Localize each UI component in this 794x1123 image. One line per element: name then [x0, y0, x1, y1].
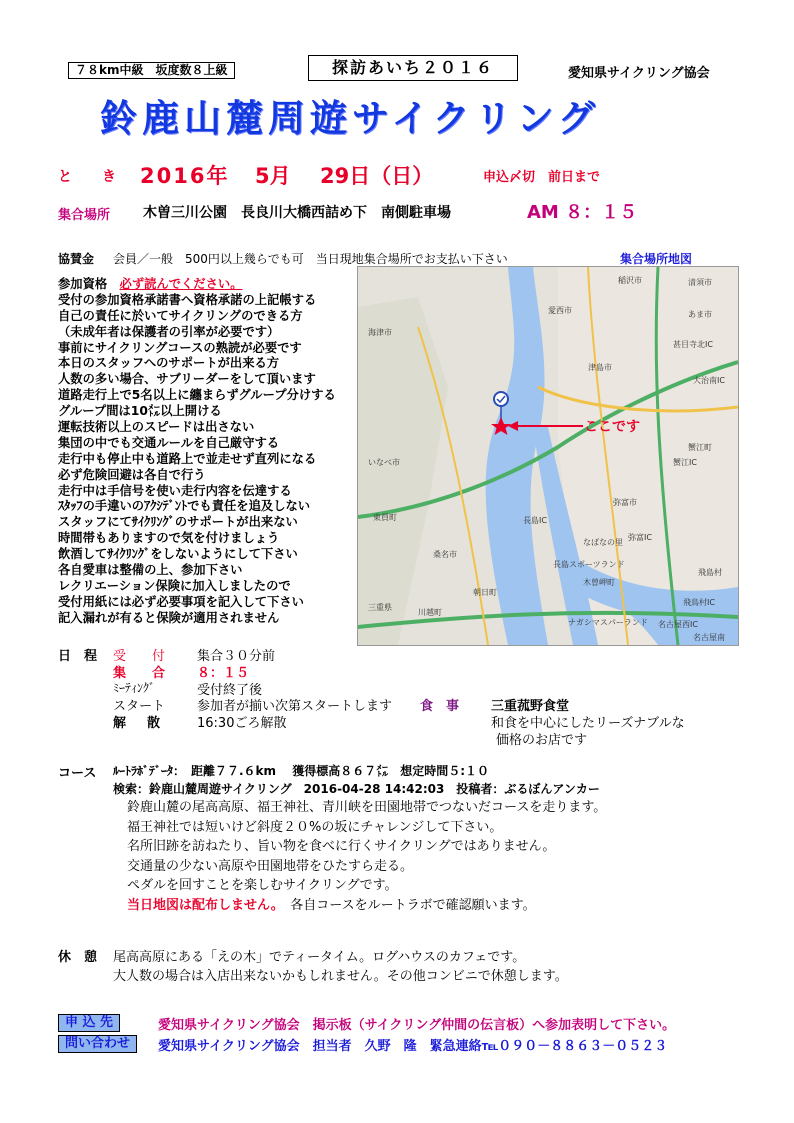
- list-item: 当日地図は配布しません。 各自コースをルートラボで確認願います。: [127, 897, 536, 913]
- schedule-value: 集合３０分前: [197, 649, 276, 664]
- meal-label: 食 事: [420, 699, 460, 714]
- schedule-value: 16:30ごろ解散: [197, 716, 287, 731]
- map-place: いなべ市: [368, 458, 400, 467]
- requirements: [58, 277, 358, 627]
- list-item: グループ間は10㍍以上開ける: [58, 404, 222, 419]
- fee-label: 協賛金: [58, 252, 95, 266]
- map-place: 三重県: [368, 603, 392, 612]
- list-item: 道路走行上で5名以上に纏まらずグループ分けする: [58, 388, 336, 403]
- org-name: 愛知県サイクリング協会: [568, 66, 710, 81]
- map-place: 長島スポーツランド: [553, 560, 625, 569]
- date-label: と き: [58, 169, 124, 185]
- schedule-key: ﾐｰﾃｨﾝｸﾞ: [113, 681, 156, 695]
- map-place: なばなの里: [583, 538, 623, 547]
- meeting-time: AM ８：１５: [527, 202, 638, 223]
- list-item: 走行中は手信号を使い走行内容を伝達する: [58, 483, 292, 498]
- map-place: 木曽岬町: [583, 578, 615, 587]
- map-place: 大治南IC: [693, 376, 725, 385]
- map-graphic: [358, 267, 738, 645]
- deadline: 申込〆切 前日まで: [483, 170, 601, 185]
- contact-label: 問い合わせ: [58, 1035, 137, 1053]
- meeting-place: 木曽三川公園 長良川大橋西詰め下 南側駐車場: [143, 205, 451, 221]
- routelab-search: 検索：鈴鹿山麓周遊サイクリング 2016-04-28 14:42:03 投稿者：ぶるぼんアンカー: [113, 782, 600, 796]
- list-item: 運転技術以上のスピードは出さない: [58, 420, 255, 435]
- routelab-data: ﾙｰﾄﾗﾎﾞﾃﾞｰﾀ： 距離７７.６km 獲得標高８６７㍍ 想定時間５:１０: [113, 764, 490, 778]
- list-item: レクリエーション保険に加入しましたので: [58, 578, 291, 593]
- rest-line: 大人数の場合は入店出来ないかもしれません。その他コンビニで休憩します。: [113, 969, 568, 984]
- map-place: 朝日町: [473, 588, 497, 597]
- map-callout: ここです: [584, 419, 640, 435]
- schedule-key: 集 合: [113, 666, 166, 681]
- list-item: （未成年者は保護者の引率が必要です）: [58, 324, 280, 339]
- list-item: 各自愛車は整備の上、参加下さい: [58, 563, 243, 578]
- list-item: 集団の中でも交通ルールを自己厳守する: [58, 435, 280, 450]
- schedule-label: 日 程: [58, 649, 98, 664]
- list-item: 受付の参加資格承諾書へ資格承諾の上記帳する: [58, 292, 317, 307]
- map-place: 長島IC: [523, 516, 547, 525]
- fee-text: 会員／一般 500円以上幾らでも可 当日現地集合場所でお支払い下さい: [113, 252, 508, 266]
- grade-badge: ７８km中級 坂度数８上級: [68, 62, 235, 79]
- list-item: 飲酒してｻｲｸﾘﾝｸﾞをしないようにして下さい: [58, 547, 298, 562]
- rest-line: 尾高高原にある「えの木」でティータイム。ログハウスのカフェです。: [113, 950, 526, 965]
- schedule-value: ８：１５: [197, 666, 250, 681]
- list-item: 福王神社では短いけど斜度２０%の坂にチャレンジして下さい。: [127, 819, 503, 835]
- list-item: 自己の責任に於いてサイクリングのできる方: [58, 308, 303, 323]
- map-place: 桑名市: [433, 550, 457, 559]
- map-place: 稲沢市: [618, 276, 642, 285]
- date-year: 2016年: [140, 164, 230, 188]
- schedule-key: 解 散: [113, 716, 165, 731]
- list-item: ｽﾀｯﾌの手違いのｱｸｼﾃﾞﾝﾄでも責任を追及しない: [58, 499, 311, 514]
- list-item: 受付用紙には必ず必要事項を記入して下さい: [58, 594, 304, 609]
- meeting-label: 集合場所: [58, 208, 111, 223]
- list-item: 時間帯もありますので気を付けましょう: [58, 531, 280, 546]
- apply-text: 愛知県サイクリング協会 掲示板（サイクリング仲間の伝言板）へ参加表明して下さい。: [158, 1018, 676, 1033]
- map-place: 津島市: [588, 363, 612, 372]
- map-place: あま市: [688, 310, 712, 319]
- map-place: 蟹江IC: [673, 458, 697, 467]
- contact-text: 愛知県サイクリング協会 担当者 久野 隆 緊急連絡℡０９０－８８６３－０５２３: [158, 1039, 668, 1054]
- map-place: 愛西市: [548, 306, 572, 315]
- map-place: 海津市: [368, 328, 392, 337]
- map-place: 名古屋南: [693, 633, 725, 642]
- map-place: 弥富IC: [628, 533, 652, 542]
- meal-desc: 和食を中心にしたリーズナブルな: [491, 716, 685, 731]
- meal-desc: 価格のお店です: [496, 733, 588, 748]
- meeting-map[interactable]: [357, 266, 739, 646]
- list-item: 記入漏れが有ると保険が適用されません: [58, 610, 280, 625]
- map-place: ナガシマスパーランド: [568, 618, 648, 627]
- map-place: 蟹江町: [688, 443, 712, 452]
- list-item: 鈴鹿山麓の尾高高原、福王神社、青川峡を田園地帯でつないだコースを走ります。: [127, 800, 607, 815]
- list-item: 走行中も停止中も道路上で並走せず直列になる: [58, 451, 317, 466]
- schedule-key: 受 付: [113, 649, 166, 664]
- list-item: ペダルを回すことを楽しむサイクリングです。: [127, 878, 398, 894]
- map-place: 名古屋西IC: [658, 620, 698, 629]
- map-place: 弥富市: [613, 498, 637, 507]
- map-place: 清須市: [688, 278, 712, 287]
- list-item: 本日のスタッフへのサポートが出来る方: [58, 356, 280, 371]
- course-description: [127, 798, 606, 916]
- schedule-value: 参加者が揃い次第スタートします: [197, 699, 393, 714]
- map-place: 飛島村: [698, 568, 722, 577]
- requirements-heading: 参加資格 必ず読んでください。: [58, 277, 243, 291]
- series-badge: 探訪あいち２０１６: [308, 55, 518, 81]
- date-day: 29日（日）: [320, 164, 434, 188]
- schedule-key: スタート: [113, 699, 166, 714]
- apply-label: 申 込 先: [58, 1014, 120, 1032]
- rest-label: 休 憩: [58, 950, 98, 965]
- schedule-value: 受付終了後: [197, 683, 263, 698]
- list-item: 必ず危険回避は各自で行う: [58, 467, 206, 482]
- meal-place: 三重菰野食堂: [491, 699, 570, 714]
- list-item: 事前にサイクリングコースの熟読が必要です: [58, 340, 302, 355]
- map-label: 集合場所地図: [620, 252, 693, 266]
- date-month: 5月: [255, 164, 291, 188]
- list-item: スタッフにてｻｲｸﾘﾝｸﾞのサポートが出来ない: [58, 515, 298, 530]
- map-place: 飛鳥村IC: [683, 598, 715, 607]
- map-place: 東員町: [373, 513, 397, 522]
- list-item: 名所旧跡を訪ねたり、旨い物を食べに行くサイクリングではありません。: [127, 839, 556, 855]
- course-label: コース: [58, 766, 97, 781]
- list-item: 交通量の少ない高原や田園地帯をひたすら走る。: [127, 858, 414, 874]
- page-title: 鈴鹿山麓周遊サイクリング: [100, 97, 600, 140]
- map-place: 川越町: [418, 608, 442, 617]
- list-item: 人数の多い場合、サブリーダーをして頂います: [58, 372, 316, 387]
- map-place: 甚目寺北IC: [673, 340, 713, 349]
